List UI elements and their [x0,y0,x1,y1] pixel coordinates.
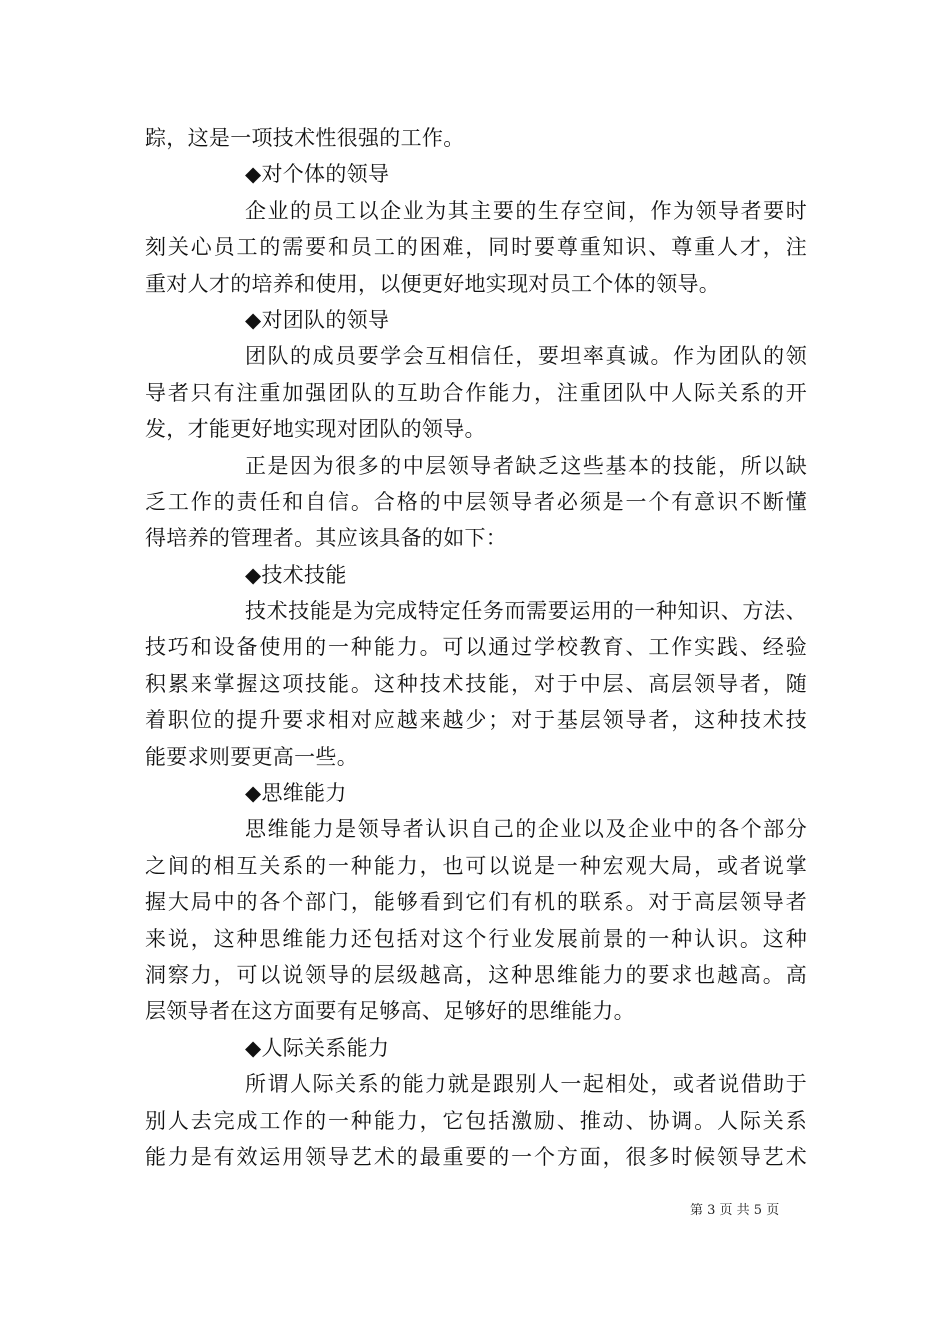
text-line: 思维能力是领导者认识自己的企业以及企业中的各个部分 [245,817,807,842]
text-line: 所谓人际关系的能力就是跟别人一起相处，或者说借助于 [245,1072,807,1097]
text-line: 握大局中的各个部门，能够看到它们有机的联系。对于高层领导者 [145,890,807,915]
text-line: 团队的成员要学会互相信任，要坦率真诚。作为团队的领 [245,344,807,369]
text-line: 技巧和设备使用的一种能力。可以通过学校教育、工作实践、经验 [145,635,807,660]
section-heading: ◆人际关系能力 [245,1035,390,1060]
text-line: 之间的相互关系的一种能力，也可以说是一种宏观大局，或者说掌 [145,853,807,878]
section-heading: ◆对团队的领导 [245,307,390,332]
text-line: 别人去完成工作的一种能力，它包括激励、推动、协调。人际关系 [145,1108,807,1133]
text-line: 正是因为很多的中层领导者缺乏这些基本的技能，所以缺 [245,453,807,478]
text-line: 导者只有注重加强团队的互助合作能力，注重团队中人际关系的开 [145,380,807,405]
text-line: 技术技能是为完成特定任务而需要运用的一种知识、方法、 [245,599,807,624]
text-line: 洞察力，可以说领导的层级越高，这种思维能力的要求也越高。高 [145,962,807,987]
text-line: 发，才能更好地实现对团队的领导。 [145,417,486,442]
text-line: 刻关心员工的需要和员工的困难，同时要尊重知识、尊重人才，注 [145,235,807,260]
text-line: 重对人才的培养和使用，以便更好地实现对员工个体的领导。 [145,271,721,296]
section-heading: ◆思维能力 [245,781,347,806]
page-number-footer: 第 3 页 共 5 页 [690,1203,780,1218]
section-heading: ◆对个体的领导 [245,162,390,187]
text-line: 层领导者在这方面要有足够高、足够好的思维能力。 [145,999,635,1024]
text-line: 踪，这是一项技术性很强的工作。 [145,126,465,150]
text-line: 企业的员工以企业为其主要的生存空间，作为领导者要时 [245,198,807,223]
text-line: 得培养的管理者。其应该具备的如下： [145,526,508,551]
text-line: 着职位的提升要求相对应越来越少；对于基层领导者，这种技术技 [145,708,807,733]
text-line: 能力是有效运用领导艺术的最重要的一个方面，很多时候领导艺术 [145,1144,807,1169]
section-heading: ◆技术技能 [245,562,347,587]
body-text [145,120,807,1175]
text-line: 积累来掌握这项技能。这种技术技能，对于中层、高层领导者，随 [145,671,807,696]
text-line: 能要求则要更高一些。 [145,744,358,769]
text-line: 来说，这种思维能力还包括对这个行业发展前景的一种认识。这种 [145,926,807,951]
text-line: 乏工作的责任和自信。合格的中层领导者必须是一个有意识不断懂 [145,489,807,514]
